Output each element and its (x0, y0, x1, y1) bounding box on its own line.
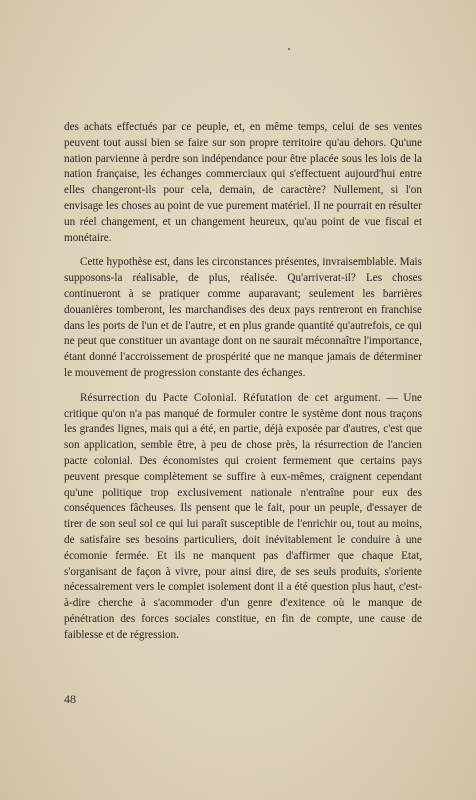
page-number: 48 (64, 692, 76, 706)
paragraph-hypothesis: Cette hypothèse est, dans les circonstances présentes, invraisemblable. Mais supposons-la réalisable, de plus, réalisée. Qu'arriverat-il? Les choses continueront à se pratiquer comme auparavant; seulement les barrières douanières tomberont, les marchandises des deux pays rentreront en franchise dans les ports de l'un et de l'autre, et en plus grande quantité qu'autrefois, ce qui ne peut que constituer un avantage dont on ne saurait méconnaître l'importance, étant donné l'accroissement de prospérité que ne manque jamais de déterminer le mouvement de progression constante des échanges. (64, 256, 422, 379)
paragraph-pacte-colonial (64, 391, 422, 644)
paragraph-continuation: des achats effectués par ce peuple, et, en même temps, celui de ses ventes peuvent tout aussi bien se faire sur son propre territoire qu'au dehors. Qu'une nation parvienne à perdre son indépendance pour être placée sous les lois de la nation française, les échanges commerciaux qui s'effectuent aujourd'hui entre elles changeront-ils pour cela, demain, de caractère? Nullement, si l'on envisage les choses au point de vue purement matériel. Il ne pourrait en résulter un réel changement, et un changement heureux, qu'au point de vue fiscal et monétaire. (64, 121, 422, 244)
section-body: — Une critique qu'on n'a pas manqué de formuler contre le système dont nous traçons les grandes lignes, mais qui a été, en partie, déjà exposée par d'autres, c'est que son application, semble être, à peu de chose près, la résurrection de l'ancien pacte colonial. Des économistes qui croient fermement que certains pays peuvent presque complètement se suffire à eux-mêmes, craignent cependant qu'une politique trop exclusivement nationale n'entraîne pour eux des conséquences fâcheuses. Ils pensent que le fait, pour un peuple, d'essayer de tirer de son seul sol ce qui lui paraît susceptible de l'enrichir ou, tout au moins, de satisfaire ses besoins particuliers, doit inévitablement le conduire à une écomonie fermée. Et ils ne manquent pas d'affirmer que chaque Etat, s'organisant de façon à vivre, pour ainsi dire, de ses seuls produits, s'oriente nécessairement vers le complet isolement dont il a été question plus haut, c'est-à-dire cherche à s'acommoder d'un genre d'exitence où le manque de pénétration des forces sociales constitue, en fin de compte, une cause de faiblesse et de régression. (64, 391, 423, 641)
body-text (64, 120, 422, 644)
section-heading: Résurrection du Pacte Colonial. Réfutation de cet argument. (80, 391, 381, 404)
paper-speck (288, 48, 290, 50)
